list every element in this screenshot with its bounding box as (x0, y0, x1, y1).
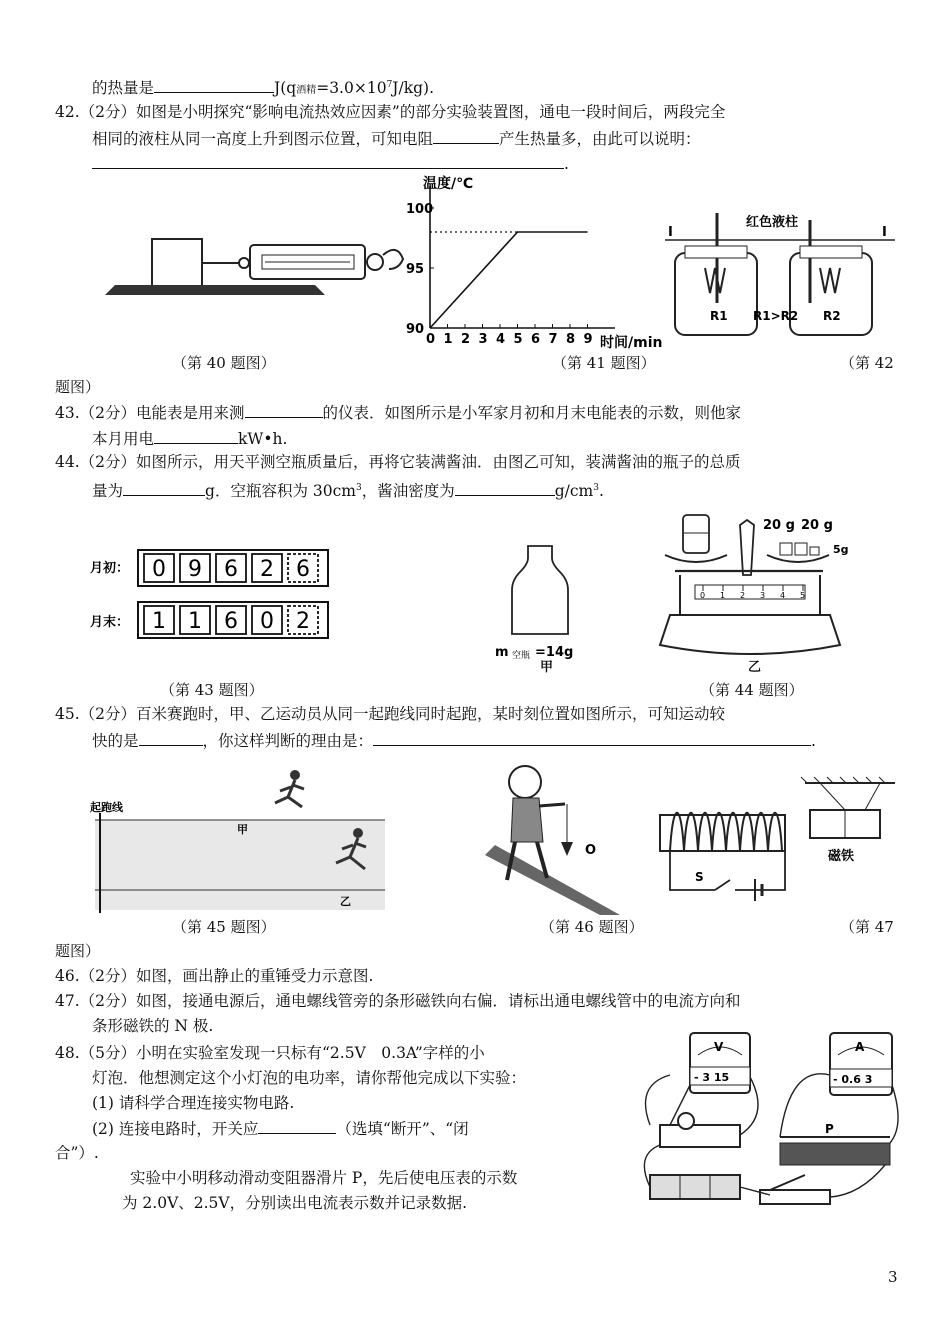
q44-text-c: ，酱油密度为 (361, 482, 455, 501)
q48-line6: 实验中小明移动滑动变阻器滑片 P，先后使电压表的示数 (130, 1169, 518, 1187)
scale-label-5: 5 (800, 591, 806, 600)
q42-blank-1[interactable] (433, 127, 499, 144)
q43-blank-2[interactable] (154, 427, 238, 444)
plumb-bob (561, 842, 573, 856)
q48-line3: (1) 请科学合理连接实物电路. (92, 1094, 295, 1112)
r2-label: R2 (823, 309, 841, 323)
x-tick-label-7: 7 (548, 332, 558, 347)
x-tick-label-2: 2 (461, 332, 471, 347)
fig44-balance (655, 505, 855, 680)
y-tick-label-90: 90 (406, 322, 425, 337)
q48-text-a: (2) 连接电路时，开关应 (92, 1120, 259, 1138)
fig44-jia-label: 甲 (540, 660, 554, 675)
fig44-jia (485, 538, 595, 673)
rheostat (780, 1143, 890, 1165)
q43-text-c: 本月用电 (92, 430, 155, 448)
q48-line4 (92, 1117, 469, 1140)
ring (367, 254, 383, 270)
q43-text-a: 43.（2分）电能表是用来测 (55, 404, 245, 422)
q46-text: 46.（2分）如图，画出静止的重锤受力示意图. (55, 967, 374, 985)
scale-label-3: 3 (760, 591, 766, 600)
mass-sub: 空瓶 (512, 651, 531, 661)
digit-0-2: 6 (224, 557, 238, 582)
red-liquid-label: 红色液柱 (746, 215, 799, 230)
x-tick-label-6: 6 (531, 332, 541, 347)
q47-line1: 47.（2分）如图，接通电源后，通电螺线管旁的条形磁铁向右偏．请标出通电螺线管中的电流方向和 (55, 992, 741, 1010)
scale-label-2: 2 (740, 591, 746, 600)
fig42-jars (660, 208, 900, 343)
lid-2 (800, 246, 862, 258)
runner-jia (275, 770, 304, 807)
q44-blank-1[interactable] (123, 479, 205, 496)
caption-40: （第 40 题图） (172, 354, 276, 372)
label-yi: 乙 (340, 895, 351, 908)
switch-label: S (695, 870, 704, 884)
fig45-race (90, 765, 390, 915)
q42-line1: 42.（2分）如图是小明探究“影响电流热效应因素”的部分实验装置图，通电一段时间后，两段完全 (55, 103, 726, 121)
boy-body (511, 798, 543, 842)
q44-line1: 44.（2分）如图所示，用天平测空瓶质量后，再将它装满酱油．由图乙可知，装满酱油的瓶子的总质 (55, 453, 741, 471)
switch-lever (770, 1175, 805, 1190)
q48-line2: 灯泡．他想测定这个小灯泡的电功率，请你帮他完成以下实验： (92, 1069, 527, 1087)
q44-blank-2[interactable] (455, 479, 555, 496)
caption-41: （第 41 题图） (552, 354, 656, 372)
weight-label-3: 5g (833, 543, 849, 556)
meter-digits (144, 554, 318, 634)
rider-scale (695, 585, 805, 599)
q41-sub: 酒精 (296, 85, 317, 97)
pointer-stand (740, 520, 754, 575)
q45-blank-1[interactable] (139, 729, 203, 746)
q43-line1 (55, 401, 741, 424)
mass-label: m (495, 645, 509, 660)
fig44-yi-label: 乙 (748, 660, 762, 675)
caption-47a: （第 47 (840, 918, 894, 936)
battery-pack (650, 1175, 740, 1199)
voltmeter-label: V (714, 1040, 724, 1054)
q42-blank-2[interactable] (92, 152, 564, 169)
start-line-label: 起跑线 (90, 801, 123, 814)
switch-blade (715, 880, 730, 890)
q41-unit: J/kg). (392, 79, 435, 98)
lid-1 (685, 246, 747, 258)
q44-sup-2: 3 (593, 483, 599, 493)
weight-label-1: 20 g (763, 518, 795, 533)
scale-label-0: 0 (700, 591, 706, 600)
lamp-base (660, 1125, 740, 1147)
q41-sup: 7 (386, 80, 393, 90)
q42-text-b: 产生热量多，由此可以说明： (499, 130, 701, 148)
caption-42b: 题图） (55, 378, 101, 396)
hook (239, 258, 249, 268)
digit-0-0: 0 (152, 557, 166, 582)
y-tick-label-100: 100 (406, 202, 434, 217)
q45-text-c: . (811, 732, 816, 750)
boy-head (509, 766, 541, 798)
meter-label-end: 月末： (90, 615, 130, 630)
fig46-plumb (455, 760, 635, 915)
q45-line1: 45.（2分）百米赛跑时，甲、乙运动员从同一起跑线同时起跑，某时刻位置如图所示，可知运动较 (55, 705, 726, 723)
x-tick-label-1: 1 (443, 332, 453, 347)
fig48-circuit (630, 1025, 920, 1215)
digit-0-3: 2 (260, 557, 274, 582)
fig41-chart (405, 168, 685, 353)
fig40-spring-scale (100, 215, 410, 310)
q44-line2 (92, 477, 604, 502)
y-tick-label-95: 95 (406, 262, 425, 277)
digit-1-4: 2 (296, 609, 310, 634)
ammeter-label: A (855, 1040, 865, 1054)
left-pan (665, 555, 727, 562)
x-tick-label-0: 0 (426, 332, 436, 347)
q43-line2 (92, 427, 287, 450)
relation-label: R1>R2 (753, 309, 799, 323)
q42-text-a: 相同的液柱从同一高度上升到图示位置，可知电阻 (92, 130, 434, 148)
q45-text-b: ，你这样判断的理由是： (202, 732, 374, 750)
resistor-2-coil (820, 268, 840, 293)
caption-44: （第 44 题图） (700, 681, 804, 699)
q48-line7: 为 2.0V、2.5V，分别读出电流表示数并记录数据. (122, 1194, 468, 1212)
balance-base (660, 615, 840, 654)
q44-text-e: . (598, 482, 604, 501)
current-left: I (668, 225, 673, 240)
ammeter-terminal-label: - 0.6 3 (833, 1073, 873, 1086)
digit-0-1: 9 (188, 557, 202, 582)
q41-eq: =3.0×10 (316, 79, 387, 98)
y-axis-label: 温度/℃ (423, 176, 474, 192)
fig47-solenoid (655, 775, 900, 905)
caption-47b: 题图） (55, 942, 101, 960)
q41-blank[interactable] (154, 76, 274, 93)
right-pan (767, 555, 829, 562)
r1-label: R1 (710, 309, 728, 323)
q44-text-a: 量为 (92, 482, 124, 501)
q43-blank-1[interactable] (245, 401, 323, 418)
thread-1 (820, 783, 845, 810)
switch-base (760, 1190, 830, 1204)
q47-line2: 条形磁铁的 N 极. (92, 1017, 214, 1035)
current-right: I (882, 225, 887, 240)
magnet-label: 磁铁 (828, 849, 855, 864)
x-axis-label: 时间/min (600, 335, 663, 351)
weight-label-2: 20 g (801, 518, 833, 533)
x-tick-label-3: 3 (478, 332, 488, 347)
digit-1-3: 0 (260, 609, 274, 634)
axis-ticks (406, 202, 593, 347)
q41-text: 的热量是 (92, 79, 155, 98)
weight-5g (810, 547, 819, 555)
q44-text-b: g．空瓶容积为 30cm (205, 482, 356, 501)
q42-end: . (564, 155, 569, 173)
q43-text-b: 的仪表．如图所示是小军家月初和月末电能表的示数，则他家 (322, 404, 742, 422)
wood-block (152, 239, 202, 289)
full-bottle (683, 515, 709, 553)
scale-label-4: 4 (780, 591, 786, 600)
hand-icon (383, 250, 403, 269)
weight-20g-a (780, 543, 792, 555)
thread-2 (865, 783, 880, 810)
label-jia: 甲 (237, 823, 248, 836)
slope (485, 845, 620, 915)
q48-text-b: （选填“断开”、“闭 (336, 1120, 469, 1138)
empty-bottle (512, 546, 568, 634)
label-o: O (585, 843, 597, 858)
voltmeter-terminal-label: - 3 15 (694, 1071, 730, 1084)
x-tick-label-9: 9 (583, 332, 593, 347)
caption-42a: （第 42 (840, 354, 894, 372)
q41-unit-pre: J(q (274, 79, 297, 98)
q45-line2 (92, 729, 816, 752)
x-tick-label-5: 5 (513, 332, 523, 347)
q44-text-d: g/cm (554, 482, 594, 501)
fig43-meters (90, 540, 350, 650)
q42-line2 (92, 127, 701, 150)
x-tick-label-4: 4 (496, 332, 506, 347)
mass-value: =14g (535, 645, 574, 660)
q48-blank[interactable] (258, 1117, 336, 1134)
resistor-1-coil (705, 268, 725, 293)
digit-1-0: 1 (152, 609, 166, 634)
digit-0-4: 6 (296, 557, 310, 582)
q48-line5: 合”）. (55, 1144, 99, 1162)
q41-tail (92, 74, 434, 102)
caption-43: （第 43 题图） (160, 681, 264, 699)
x-tick-label-8: 8 (566, 332, 576, 347)
q43-text-d: kW•h. (238, 430, 288, 448)
q48-line1: 48.（5分）小明在实验室发现一只标有“2.5V 0.3A”字样的小 (55, 1044, 485, 1062)
digit-1-1: 1 (188, 609, 202, 634)
q44-sup-1: 3 (355, 483, 362, 493)
lamp-bulb (678, 1113, 694, 1129)
q45-text-a: 快的是 (92, 732, 139, 750)
meter-label-start: 月初： (90, 561, 130, 576)
caption-46: （第 46 题图） (540, 918, 644, 936)
scale-label-1: 1 (720, 591, 726, 600)
page-number: 3 (888, 1268, 898, 1286)
digit-1-2: 6 (224, 609, 238, 634)
temperature-series-line (430, 232, 588, 328)
weight-20g-b (795, 543, 807, 555)
table-surface (105, 285, 325, 295)
boy-arm (539, 804, 565, 806)
circuit-wire (670, 851, 785, 890)
caption-45: （第 45 题图） (172, 918, 276, 936)
slider-label: P (825, 1122, 834, 1136)
q45-blank-2[interactable] (373, 729, 811, 746)
